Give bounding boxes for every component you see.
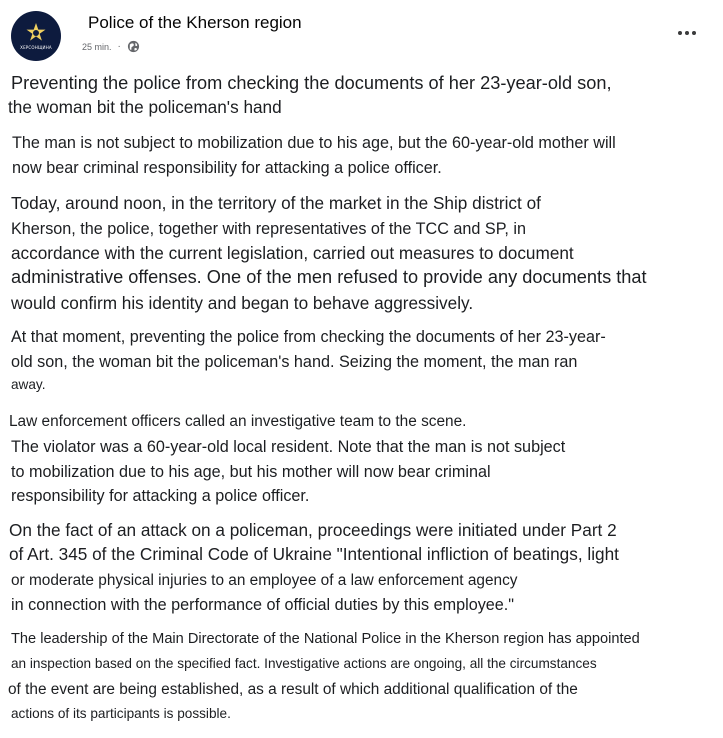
paragraph-line: On the fact of an attack on a policeman, proceedings were initiated under Part 2 <box>9 520 617 540</box>
more-options-button[interactable] <box>672 22 702 44</box>
headline-line: Preventing the police from checking the documents of her 23-year-old son, <box>11 73 612 93</box>
globe-icon[interactable] <box>127 40 140 53</box>
meta-separator: · <box>117 41 121 52</box>
paragraph-line: in connection with the performance of official duties by this employee." <box>11 596 515 614</box>
paragraph-line: Law enforcement officers called an investigative team to the scene. <box>9 413 467 430</box>
paragraph-line: of the event are being established, as a result of which additional qualification of the <box>8 681 578 698</box>
page-name-link[interactable]: Police of the Kherson region <box>88 13 302 32</box>
paragraph-line: away. <box>11 377 46 392</box>
more-options-dot <box>685 31 689 35</box>
paragraph-line: now bear criminal responsibility for attacking a police officer. <box>12 159 442 177</box>
paragraph-line: Today, around noon, in the territory of the market in the Ship district of <box>11 193 541 213</box>
paragraph-line: or moderate physical injuries to an employee of a law enforcement agency <box>11 572 518 589</box>
avatar[interactable] <box>11 11 61 61</box>
paragraph-line: of Art. 345 of the Criminal Code of Ukraine "Intentional infliction of beatings, light <box>9 544 619 564</box>
post-header <box>0 0 723 68</box>
paragraph-line: The violator was a 60-year-old local resident. Note that the man is not subject <box>11 438 566 456</box>
paragraph-line: would confirm his identity and began to behave aggressively. <box>11 293 474 313</box>
police-star-icon <box>25 22 47 44</box>
paragraph-line: an inspection based on the specified fact. Investigative actions are ongoing, all the circumstances <box>11 656 597 671</box>
post-meta <box>82 40 140 53</box>
avatar-text: ХЕРСОНЩИНА <box>20 45 52 50</box>
more-options-dot <box>692 31 696 35</box>
paragraph-line: accordance with the current legislation, carried out measures to document <box>11 243 574 263</box>
paragraph-line: The man is not subject to mobilization due to his age, but the 60-year-old mother will <box>12 134 616 152</box>
paragraph-line: The leadership of the Main Directorate of the National Police in the Kherson region has appointed <box>11 631 640 647</box>
paragraph-line: administrative offenses. One of the men refused to provide any documents that <box>11 267 647 287</box>
post-time[interactable]: 25 min. <box>82 41 112 52</box>
paragraph-line: actions of its participants is possible. <box>11 706 231 721</box>
paragraph-line: At that moment, preventing the police from checking the documents of her 23-year- <box>11 328 606 346</box>
paragraph-line: old son, the woman bit the policeman's hand. Seizing the moment, the man ran <box>11 353 578 371</box>
paragraph-line: to mobilization due to his age, but his mother will now bear criminal <box>11 463 491 481</box>
paragraph-line: Kherson, the police, together with representatives of the TCC and SP, in <box>11 220 527 238</box>
more-options-icon <box>678 31 682 35</box>
headline-line: the woman bit the policeman's hand <box>8 97 282 117</box>
paragraph-line: responsibility for attacking a police officer. <box>11 487 310 505</box>
